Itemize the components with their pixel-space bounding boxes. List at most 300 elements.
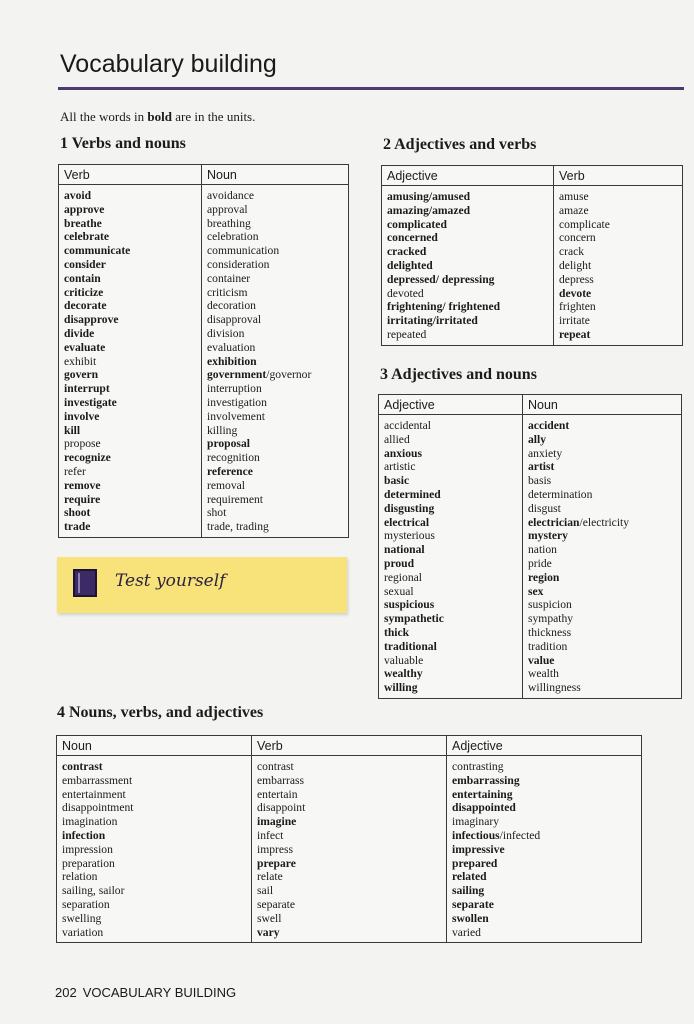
word-entry	[384, 502, 517, 516]
word-text: valuable	[384, 653, 424, 667]
column-header: Noun	[57, 736, 252, 756]
word-entry	[257, 857, 441, 871]
word-column	[59, 185, 202, 538]
word-text: determination	[528, 487, 593, 501]
intro-text	[60, 109, 255, 125]
word-text: trade	[64, 520, 91, 534]
word-text: prepare	[257, 856, 296, 870]
word-entry	[452, 774, 636, 788]
word-text: sympathy	[528, 612, 574, 626]
word-text: willingness	[528, 681, 581, 695]
word-text: swollen	[452, 911, 489, 925]
word-entry	[207, 313, 343, 327]
word-text: disappointed	[452, 801, 516, 815]
word-entry	[64, 382, 196, 396]
word-text: regional	[384, 570, 422, 584]
word-text: sex	[528, 584, 544, 598]
word-text: imagine	[257, 815, 297, 829]
word-text: mystery	[528, 529, 568, 543]
word-entry	[64, 230, 196, 244]
word-entry	[64, 299, 196, 313]
word-entry	[384, 460, 517, 474]
word-entry	[384, 433, 517, 447]
word-text: proud	[384, 556, 415, 570]
word-entry	[384, 474, 517, 488]
word-entry	[257, 870, 441, 884]
word-entry	[528, 557, 676, 571]
word-text: communication	[207, 244, 280, 258]
word-text: basis	[528, 474, 552, 488]
word-entry	[559, 204, 677, 218]
word-entry	[559, 287, 677, 301]
word-text: exhibition	[207, 354, 257, 368]
word-entry	[384, 585, 517, 599]
word-entry	[559, 231, 677, 245]
word-entry	[207, 299, 343, 313]
column-header: Adjective	[382, 166, 554, 186]
word-text: impress	[257, 842, 294, 856]
word-entry	[387, 190, 548, 204]
word-text: accidental	[384, 419, 431, 432]
intro-before: All the words in	[60, 109, 148, 124]
word-text: embarrassing	[452, 773, 520, 787]
word-text: vary	[257, 925, 280, 939]
word-text: entertain	[257, 787, 298, 801]
word-entry	[62, 815, 246, 829]
word-text: communicate	[64, 244, 131, 258]
word-entry	[64, 424, 196, 438]
word-text: propose	[64, 437, 101, 451]
word-text: infect	[257, 828, 284, 842]
word-entry	[207, 327, 343, 341]
word-entry	[559, 328, 677, 342]
word-entry	[62, 857, 246, 871]
word-entry	[528, 612, 676, 626]
word-entry	[64, 341, 196, 355]
word-text: removal	[207, 478, 245, 492]
word-entry	[64, 451, 196, 465]
word-text: prepared	[452, 856, 498, 870]
word-text: mysterious	[384, 529, 435, 543]
word-text: electrician	[528, 515, 580, 529]
word-entry	[452, 760, 636, 774]
word-text: reference	[207, 464, 253, 478]
page-title: Vocabulary building	[60, 50, 277, 78]
word-entry	[387, 287, 548, 301]
word-text: amazing/amazed	[387, 203, 471, 217]
word-suffix: /governor	[266, 368, 312, 382]
word-text: killing	[207, 423, 238, 437]
word-entry	[384, 681, 517, 695]
word-entry	[207, 355, 343, 369]
word-text: sailing	[452, 884, 485, 898]
word-text: irritate	[559, 314, 590, 328]
word-entry	[207, 217, 343, 231]
word-entry	[62, 801, 246, 815]
word-entry	[64, 258, 196, 272]
word-entry	[64, 189, 196, 203]
word-text: remove	[64, 478, 101, 492]
word-entry	[64, 286, 196, 300]
word-text: require	[64, 492, 101, 506]
column-header: Verb	[554, 166, 683, 186]
word-entry	[528, 571, 676, 585]
word-entry	[257, 760, 441, 774]
word-entry	[257, 912, 441, 926]
word-entry	[528, 598, 676, 612]
word-text: tradition	[528, 639, 568, 653]
word-text: breathing	[207, 216, 251, 230]
word-text: separate	[452, 897, 494, 911]
word-entry	[528, 502, 676, 516]
word-text: sexual	[384, 584, 414, 598]
word-entry	[559, 218, 677, 232]
word-entry	[62, 788, 246, 802]
column-header: Noun	[202, 165, 349, 185]
word-entry	[64, 520, 196, 534]
word-entry	[452, 801, 636, 815]
word-entry	[384, 516, 517, 530]
word-text: depress	[559, 272, 594, 286]
word-entry	[64, 410, 196, 424]
word-text: decoration	[207, 299, 256, 313]
word-text: requirement	[207, 492, 264, 506]
word-text: sail	[257, 884, 274, 898]
word-text: ally	[528, 432, 547, 446]
word-text: determined	[384, 487, 441, 501]
section-4-heading: 4 Nouns, verbs, and adjectives	[57, 704, 264, 721]
word-text: proposal	[207, 437, 250, 451]
word-entry	[528, 516, 676, 530]
word-text: devote	[559, 286, 592, 300]
word-text: varied	[452, 925, 481, 939]
word-text: devoted	[387, 286, 424, 300]
word-entry	[384, 557, 517, 571]
word-entry	[207, 465, 343, 479]
word-text: evaluation	[207, 340, 256, 354]
word-text: relate	[257, 870, 283, 884]
section-1-table	[58, 164, 349, 538]
word-text: trade, trading	[207, 520, 269, 534]
word-text: disappointment	[62, 801, 134, 815]
word-entry	[387, 204, 548, 218]
word-text: separation	[62, 897, 110, 911]
word-text: exhibit	[64, 354, 97, 368]
word-text: consider	[64, 257, 106, 271]
word-entry	[62, 898, 246, 912]
word-entry	[452, 898, 636, 912]
word-entry	[64, 313, 196, 327]
word-entry	[62, 774, 246, 788]
word-text: accident	[528, 419, 570, 432]
word-entry	[384, 598, 517, 612]
section-2-heading: 2 Adjectives and verbs	[383, 136, 537, 153]
word-text: disappoint	[257, 801, 306, 815]
word-text: irritating/irritated	[387, 314, 478, 328]
word-text: pride	[528, 556, 552, 570]
word-entry	[64, 396, 196, 410]
word-text: anxious	[384, 446, 423, 460]
word-text: wealth	[528, 667, 559, 681]
word-entry	[257, 788, 441, 802]
word-text: consideration	[207, 257, 270, 271]
word-entry	[62, 829, 246, 843]
word-entry	[207, 286, 343, 300]
intro-bold: bold	[147, 109, 172, 124]
word-entry	[64, 437, 196, 451]
word-entry	[452, 870, 636, 884]
word-entry	[207, 368, 343, 382]
word-text: container	[207, 271, 251, 285]
word-text: approval	[207, 202, 248, 216]
word-entry	[384, 654, 517, 668]
word-entry	[387, 245, 548, 259]
word-text: contrasting	[452, 760, 504, 773]
word-entry	[64, 368, 196, 382]
word-text: sympathetic	[384, 612, 444, 626]
word-text: disapproval	[207, 313, 262, 327]
column-header: Verb	[252, 736, 447, 756]
word-entry	[528, 681, 676, 695]
word-entry	[452, 912, 636, 926]
word-entry	[207, 424, 343, 438]
word-entry	[64, 272, 196, 286]
word-text: allied	[384, 432, 410, 446]
word-entry	[64, 465, 196, 479]
column-header: Verb	[59, 165, 202, 185]
word-entry	[64, 493, 196, 507]
word-entry	[528, 667, 676, 681]
word-entry	[62, 912, 246, 926]
word-column	[57, 756, 252, 943]
word-text: contrast	[257, 760, 294, 773]
word-entry	[528, 640, 676, 654]
word-text: depressed/ depressing	[387, 272, 495, 286]
word-entry	[559, 245, 677, 259]
word-text: kill	[64, 423, 81, 437]
word-entry	[387, 273, 548, 287]
word-text: wealthy	[384, 667, 423, 681]
word-entry	[387, 300, 548, 314]
word-text: imagination	[62, 815, 118, 829]
word-text: concerned	[387, 231, 438, 245]
word-entry	[207, 230, 343, 244]
word-entry	[384, 640, 517, 654]
word-entry	[207, 479, 343, 493]
word-text: criticize	[64, 285, 104, 299]
word-text: traditional	[384, 639, 437, 653]
word-text: entertainment	[62, 787, 126, 801]
word-column	[202, 185, 349, 538]
word-text: thick	[384, 625, 410, 639]
word-entry	[384, 419, 517, 433]
word-entry	[207, 493, 343, 507]
footer-label: VOCABULARY BUILDING	[82, 985, 237, 1000]
word-entry	[207, 520, 343, 534]
word-text: concern	[559, 231, 596, 245]
test-yourself-label: Test yourself	[115, 571, 226, 591]
word-text: complicate	[559, 217, 610, 231]
word-entry	[257, 884, 441, 898]
column-header: Adjective	[447, 736, 642, 756]
word-text: divide	[64, 326, 95, 340]
word-text: delighted	[387, 258, 433, 272]
word-column	[523, 415, 682, 699]
word-entry	[207, 437, 343, 451]
word-entry	[528, 529, 676, 543]
word-entry	[528, 626, 676, 640]
word-text: suspicious	[384, 598, 435, 612]
test-yourself-card[interactable]	[57, 557, 347, 613]
word-entry	[64, 327, 196, 341]
word-entry	[207, 396, 343, 410]
word-text: nation	[528, 543, 557, 557]
word-text: variation	[62, 925, 104, 939]
word-text: swell	[257, 911, 282, 925]
word-text: shot	[207, 506, 227, 520]
word-entry	[384, 488, 517, 502]
word-text: involve	[64, 409, 100, 423]
word-entry	[64, 506, 196, 520]
section-2-table	[381, 165, 683, 346]
column-header: Noun	[523, 395, 682, 415]
word-text: complicated	[387, 217, 447, 231]
word-text: imaginary	[452, 815, 500, 829]
word-entry	[64, 479, 196, 493]
word-text: embarrass	[257, 773, 304, 787]
word-suffix: /infected	[499, 828, 541, 842]
word-text: infection	[62, 828, 106, 842]
word-text: involvement	[207, 409, 265, 423]
word-text: avoid	[64, 189, 92, 202]
word-text: frightening/ frightened	[387, 300, 501, 314]
word-text: disgusting	[384, 501, 435, 515]
word-text: artistic	[384, 460, 416, 474]
word-entry	[528, 543, 676, 557]
word-text: basic	[384, 474, 410, 488]
word-text: value	[528, 653, 555, 667]
word-entry	[528, 654, 676, 668]
word-entry	[62, 760, 246, 774]
word-entry	[384, 626, 517, 640]
word-text: disgust	[528, 501, 561, 515]
word-text: repeated	[387, 327, 427, 341]
word-text: willing	[384, 681, 418, 695]
word-entry	[207, 410, 343, 424]
word-entry	[387, 314, 548, 328]
section-3-table	[378, 394, 682, 699]
word-entry	[384, 529, 517, 543]
word-text: swelling	[62, 911, 102, 925]
word-entry	[207, 451, 343, 465]
word-entry	[62, 843, 246, 857]
word-entry	[528, 460, 676, 474]
word-entry	[559, 300, 677, 314]
word-text: artist	[528, 460, 555, 474]
word-entry	[452, 926, 636, 940]
word-entry	[64, 217, 196, 231]
word-entry	[207, 258, 343, 272]
word-entry	[452, 788, 636, 802]
word-entry	[384, 612, 517, 626]
word-entry	[387, 328, 548, 342]
word-entry	[452, 884, 636, 898]
word-entry	[257, 843, 441, 857]
word-text: govern	[64, 368, 99, 382]
word-text: preparation	[62, 856, 115, 870]
word-text: amaze	[559, 203, 589, 217]
word-entry	[528, 474, 676, 488]
word-text: amusing/amused	[387, 190, 471, 203]
word-text: contrast	[62, 760, 103, 773]
notebook-icon	[73, 569, 97, 597]
section-1-heading: 1 Verbs and nouns	[60, 135, 186, 152]
word-text: contain	[64, 271, 101, 285]
word-entry	[257, 801, 441, 815]
word-suffix: /electricity	[579, 515, 630, 529]
word-text: approve	[64, 202, 105, 216]
section-3-heading: 3 Adjectives and nouns	[380, 366, 537, 383]
word-text: investigation	[207, 395, 267, 409]
word-text: shoot	[64, 506, 91, 520]
word-entry	[384, 447, 517, 461]
word-entry	[559, 190, 677, 204]
word-entry	[452, 829, 636, 843]
word-text: celebrate	[64, 230, 110, 244]
word-text: recognition	[207, 451, 260, 465]
word-text: recognize	[64, 451, 111, 465]
word-text: interruption	[207, 382, 262, 396]
word-entry	[207, 244, 343, 258]
word-entry	[528, 433, 676, 447]
word-entry	[387, 218, 548, 232]
word-text: investigate	[64, 395, 117, 409]
word-column	[379, 415, 523, 699]
word-text: frighten	[559, 300, 596, 314]
word-text: entertaining	[452, 787, 513, 801]
word-entry	[207, 382, 343, 396]
word-text: breathe	[64, 216, 102, 230]
word-entry	[528, 419, 676, 433]
word-text: anxiety	[528, 446, 563, 460]
word-entry	[62, 884, 246, 898]
word-text: embarrassment	[62, 773, 133, 787]
word-text: national	[384, 543, 425, 557]
page-footer	[55, 985, 236, 1000]
word-entry	[64, 244, 196, 258]
word-entry	[64, 355, 196, 369]
word-entry	[528, 447, 676, 461]
word-text: sailing, sailor	[62, 884, 125, 898]
word-text: separate	[257, 897, 295, 911]
word-entry	[207, 341, 343, 355]
word-text: suspicion	[528, 598, 572, 612]
word-entry	[257, 898, 441, 912]
word-text: government	[207, 368, 267, 382]
word-text: impressive	[452, 842, 505, 856]
word-entry	[62, 926, 246, 940]
word-text: evaluate	[64, 340, 106, 354]
word-entry	[384, 667, 517, 681]
word-text: criticism	[207, 285, 248, 299]
word-text: celebration	[207, 230, 259, 244]
word-text: region	[528, 570, 560, 584]
word-entry	[62, 870, 246, 884]
page-number: 202	[55, 985, 77, 1000]
word-entry	[452, 843, 636, 857]
word-text: cracked	[387, 245, 427, 259]
word-text: division	[207, 326, 245, 340]
